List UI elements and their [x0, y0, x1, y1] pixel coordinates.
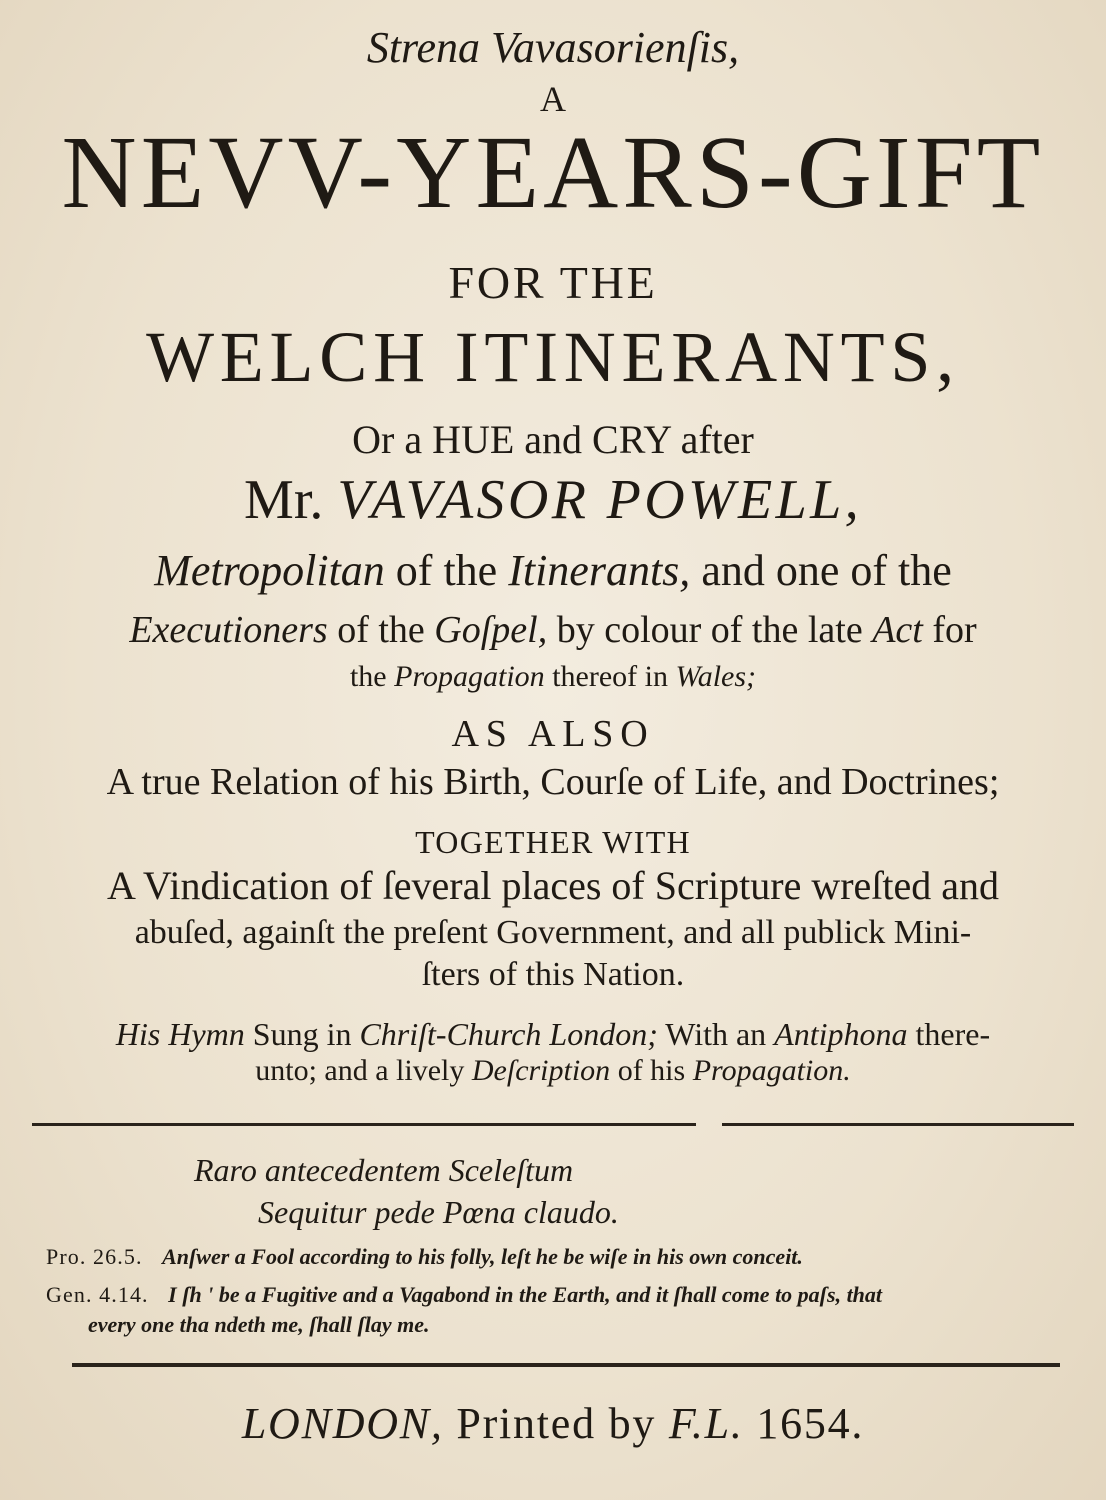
divider-rule-left — [32, 1123, 696, 1126]
text-fragment: of his — [617, 1054, 686, 1087]
divider-rule-right — [722, 1123, 1074, 1126]
citation-ref: Pro. 26.5. — [46, 1244, 143, 1269]
wales-word: Wales; — [675, 660, 757, 693]
metropolitan-line — [0, 545, 1106, 596]
latin-motto-heading: Strena Vavasorienſis, — [366, 23, 740, 72]
vindication-line-3: ſters of this Nation. — [421, 956, 685, 993]
executioners-line — [0, 608, 1106, 652]
text-fragment: With an — [665, 1016, 767, 1052]
description-word: Deſcription — [471, 1054, 611, 1087]
printer-initials: F.L. — [668, 1399, 744, 1448]
relation-line: A true Relation of his Birth, Courſe of Life, and Doctrines; — [106, 761, 1000, 803]
hue-and-cry-line: Or a HUE and CRY after — [352, 417, 754, 462]
text-fragment: for — [932, 609, 977, 651]
text-fragment: there- — [915, 1016, 991, 1052]
citation-text: Anſwer a Fool according to his folly, leſt he be wiſe in his own conceit. — [162, 1244, 803, 1269]
executioners-word: Executioners — [129, 609, 328, 651]
christ-church-words: Chriſt-Church London; — [359, 1016, 658, 1052]
main-title: NEVV-YEARS-GIFT — [61, 115, 1045, 230]
propagation-word: Propagation — [394, 660, 545, 693]
text-fragment: by colour of the late — [556, 609, 863, 651]
latin-quote-line-2: Sequitur pede Pœna claudo. — [258, 1194, 619, 1230]
subject-name: VAVASOR POWELL, — [337, 469, 862, 531]
text-fragment: the — [349, 660, 387, 693]
london-word: LONDON, — [241, 1399, 444, 1448]
mr-prefix: Mr. — [244, 469, 324, 531]
hymn-line-1 — [0, 1016, 1106, 1053]
together-with-line: TOGETHER WITH — [415, 824, 691, 860]
subject-name-line — [0, 468, 1106, 532]
welch-itinerants-line: WELCH ITINERANTS, — [146, 317, 960, 397]
text-fragment: of the — [395, 546, 498, 595]
text-fragment: thereof in — [552, 660, 668, 693]
latin-quote-line-1: Raro antecedentem Sceleſtum — [194, 1152, 574, 1188]
for-the-line: FOR THE — [448, 257, 658, 308]
metropolitan-word: Metropolitan — [154, 546, 385, 595]
vindication-line-1: A Vindication of ſeveral places of Scripture wreſted and — [106, 863, 1000, 908]
divider-rule-bottom — [72, 1363, 1060, 1367]
as-also-line: AS ALSO — [451, 713, 655, 755]
citation-proverbs — [46, 1244, 803, 1270]
imprint-line — [0, 1398, 1106, 1449]
itinerants-word: Itinerants, — [508, 546, 691, 595]
vindication-line-2: abuſed, againſt the preſent Government, and all publick Mini- — [134, 914, 972, 951]
propagation-line — [0, 660, 1106, 694]
publication-year: 1654. — [756, 1399, 865, 1448]
citation-genesis-continued: every one tha ndeth me, ſhall ſlay me. — [88, 1312, 430, 1337]
text-fragment: of the — [337, 609, 425, 651]
his-hymn-words: His Hymn — [115, 1016, 245, 1052]
citation-ref: Gen. 4.14. — [46, 1282, 149, 1307]
act-word: Act — [872, 609, 923, 651]
printed-by: Printed by — [456, 1399, 657, 1448]
propagation-word-2: Propagation. — [692, 1054, 851, 1087]
text-fragment: unto; and a lively — [255, 1054, 465, 1087]
citation-genesis — [46, 1282, 882, 1308]
gospel-word: Goſpel, — [434, 609, 548, 651]
citation-text: I ſh ' be a Fugitive and a Vagabond in the Earth, and it ſhall come to paſs, that — [168, 1282, 883, 1307]
hymn-line-2 — [0, 1054, 1106, 1088]
article-line: A — [540, 79, 566, 119]
text-fragment: Sung in — [252, 1016, 352, 1052]
antiphona-word: Antiphona — [774, 1016, 908, 1052]
text-fragment: and one of the — [701, 546, 952, 595]
